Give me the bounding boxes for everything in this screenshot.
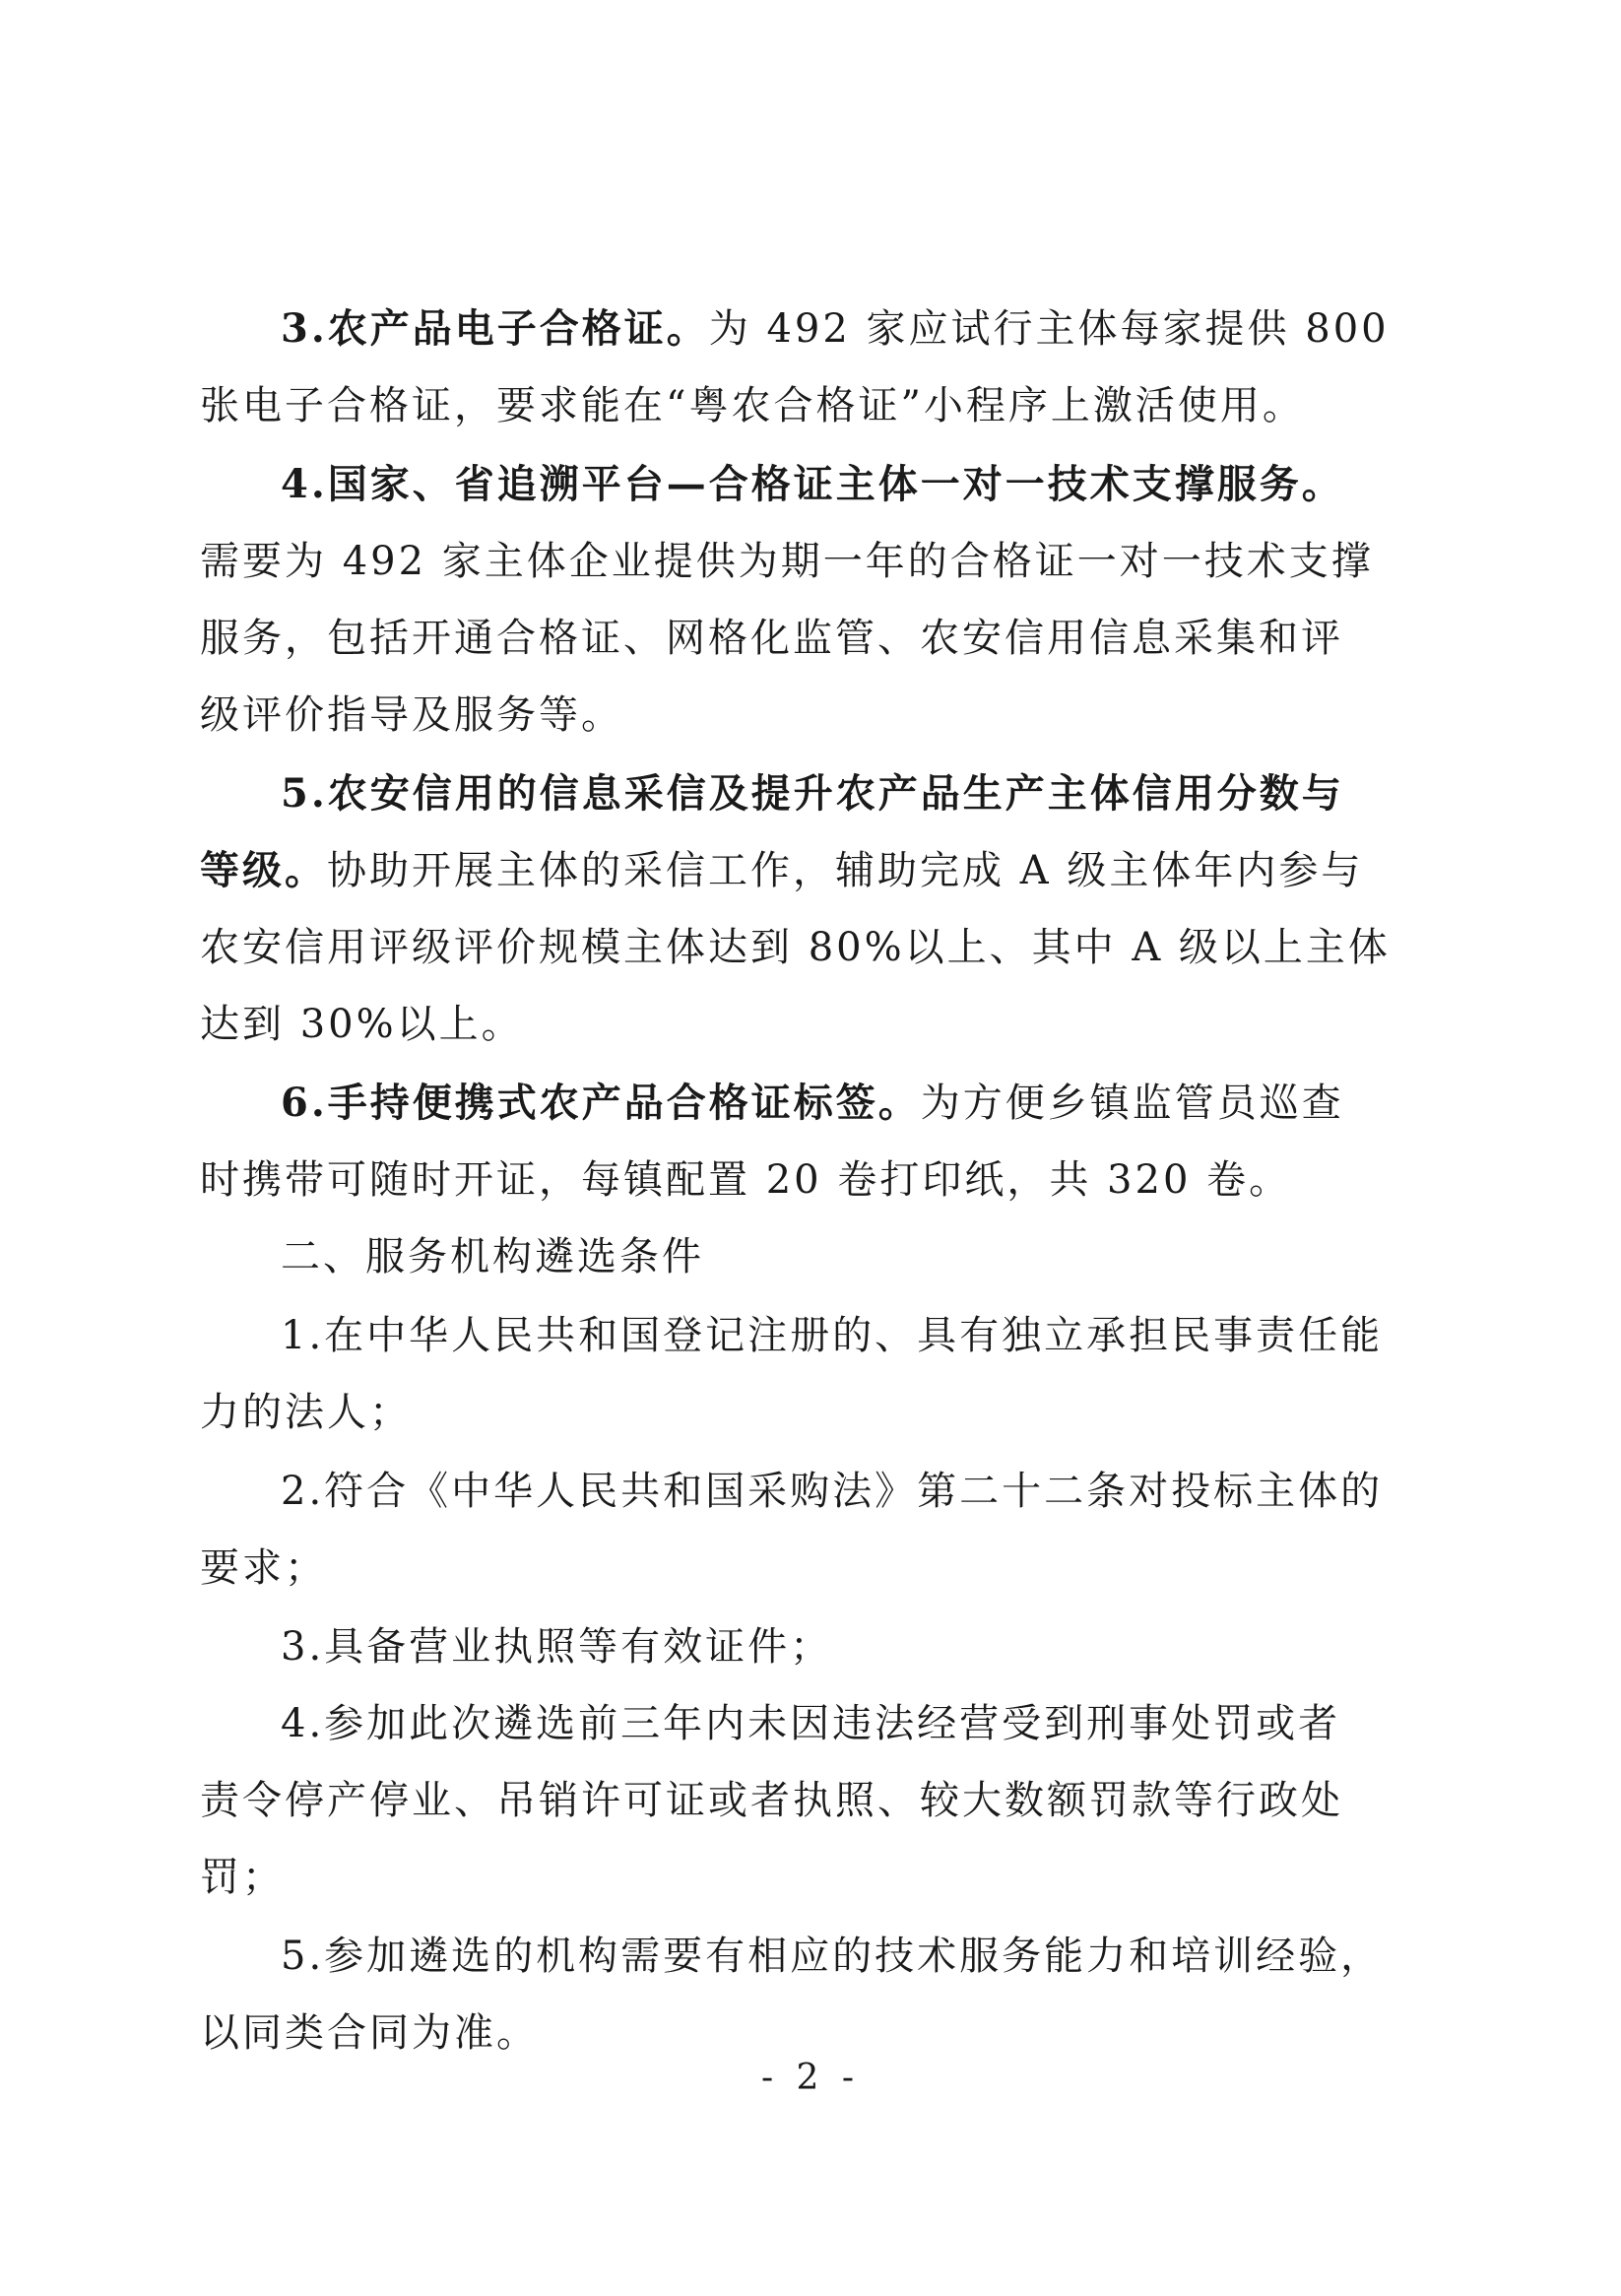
item-5-heading-end: 等级。 [200, 847, 327, 893]
item-5-heading: 5.农安信用的信息采信及提升农产品生产主体信用分数与 [281, 770, 1344, 817]
item-6-heading: 6.手持便携式农产品合格证标签。 [281, 1080, 921, 1126]
page-number: - 2 - [760, 2058, 861, 2098]
item-4-heading: 4.国家、省追溯平台—合格证主体一对一技术支撑服务。 [281, 461, 1344, 507]
condition-5-line-1: 5.参加遴选的机构需要有相应的技术服务能力和培训经验， [281, 1934, 1384, 1979]
condition-4-line-2: 责令停产停业、吊销许可证或者执照、较大数额罚款等行政处 [200, 1778, 1343, 1823]
item-4-line-3: 服务，包括开通合格证、网格化监管、农安信用信息采集和评 [200, 616, 1343, 661]
item-4-line-4: 级评价指导及服务等。 [200, 692, 623, 738]
item-3-line-2: 张电子合格证，要求能在“粤农合格证”小程序上激活使用。 [200, 383, 1305, 428]
item-6-line-1 [281, 1080, 1382, 1127]
item-5-text: 协助开展主体的采信工作，辅助完成 A 级主体年内参与 [327, 848, 1364, 893]
item-3-line-1 [281, 305, 1390, 353]
section-heading: 二、服务机构遴选条件 [281, 1234, 704, 1279]
condition-3-line-1: 3.具备营业执照等有效证件； [281, 1624, 833, 1670]
condition-2-line-1: 2.符合《中华人民共和国采购法》第二十二条对投标主体的 [281, 1469, 1384, 1514]
condition-2-line-2: 要求； [200, 1545, 327, 1591]
item-4-line-2: 需要为 492 家主体企业提供为期一年的合格证一对一技术支撑 [200, 539, 1374, 584]
item-3-text: 为 492 家应试行主体每家提供 800 [708, 306, 1390, 352]
item-5-line-4: 达到 30%以上。 [200, 1002, 524, 1047]
condition-1-line-2: 力的法人； [200, 1390, 412, 1435]
condition-4-line-1: 4.参加此次遴选前三年内未因违法经营受到刑事处罚或者 [281, 1701, 1341, 1746]
item-6-text: 为方便乡镇监管员巡查 [920, 1081, 1344, 1126]
condition-5-line-2: 以同类合同为准。 [200, 2010, 539, 2056]
condition-4-line-3: 罚； [200, 1855, 285, 1900]
item-5-line-2 [200, 847, 1382, 894]
condition-1-line-1: 1.在中华人民共和国登记注册的、具有独立承担民事责任能 [281, 1313, 1384, 1358]
item-5-line-3: 农安信用评级评价规模主体达到 80%以上、其中 A 级以上主体 [200, 925, 1391, 970]
item-3-heading: 3.农产品电子合格证。 [281, 305, 709, 352]
item-6-line-2: 时携带可随时开证，每镇配置 20 卷打印纸，共 320 卷。 [200, 1157, 1292, 1203]
